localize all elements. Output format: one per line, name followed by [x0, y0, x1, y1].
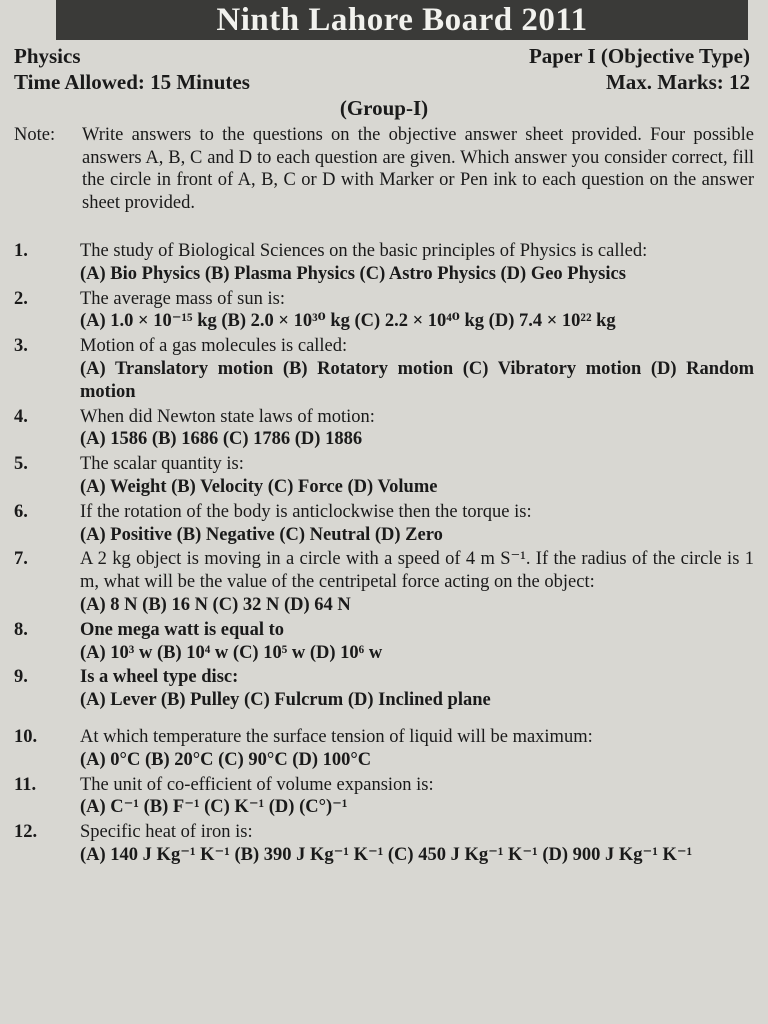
question-text: The unit of co-efficient of volume expansion is:: [80, 774, 434, 795]
answer-options: (A) Weight (B) Velocity (C) Force (D) Volume: [80, 476, 438, 497]
question-text: The average mass of sun is:: [80, 288, 285, 309]
answer-options: (A) Translatory motion (B) Rotatory motion (C) Vibratory motion (D) Random motion: [80, 358, 754, 402]
question-text: At which temperature the surface tension of liquid will be maximum:: [80, 726, 593, 747]
question-number: 2.: [14, 288, 28, 309]
question-number: 11.: [14, 774, 37, 795]
question-text: When did Newton state laws of motion:: [80, 406, 375, 427]
answer-options: (A) 0°C (B) 20°C (C) 90°C (D) 100°C: [80, 749, 372, 770]
time-marks-row: [14, 70, 750, 95]
note-label: Note:: [14, 125, 56, 145]
question-number: 6.: [14, 501, 28, 522]
answer-options: (A) C⁻¹ (B) F⁻¹ (C) K⁻¹ (D) (C°)⁻¹: [80, 797, 348, 818]
question-list: [14, 240, 754, 867]
answer-options: (A) 1.0 × 10⁻¹⁵ kg (B) 2.0 × 10³⁰ kg (C) 2.2 × 10⁴⁰ kg (D) 7.4 × 10²² kg: [80, 311, 616, 332]
question-item: [14, 548, 754, 616]
question-item: [14, 774, 754, 820]
instructions-note: [14, 124, 754, 214]
subject-label: Physics: [14, 44, 81, 68]
question-text: Motion of a gas molecules is called:: [80, 336, 348, 357]
answer-options: (A) Bio Physics (B) Plasma Physics (C) Astro Physics (D) Geo Physics: [80, 263, 626, 284]
question-item: [14, 726, 754, 772]
note-text: Write answers to the questions on the objective answer sheet provided. Four possible answers A, B, C and D to each question are given. Which answer you consider correct, fill the circle in front of A, B, C or D with Marker or Pen ink to each question on the answer sheet provided.: [82, 125, 754, 213]
answer-options: (A) Lever (B) Pulley (C) Fulcrum (D) Inclined plane: [80, 690, 491, 711]
page-title: Ninth Lahore Board 2011: [216, 1, 588, 38]
time-allowed-label: Time Allowed: 15 Minutes: [14, 70, 250, 94]
question-number: 9.: [14, 667, 28, 688]
question-number: 7.: [14, 549, 28, 570]
answer-options: (A) 10³ w (B) 10⁴ w (C) 10⁵ w (D) 10⁶ w: [80, 642, 383, 663]
question-text: Is a wheel type disc:: [80, 667, 239, 688]
question-text: The scalar quantity is:: [80, 454, 244, 475]
question-item: [14, 501, 754, 547]
max-marks-label: Max. Marks: 12: [605, 70, 750, 94]
question-item: [14, 453, 754, 499]
group-label: (Group-I): [339, 96, 429, 120]
question-item: [14, 619, 754, 665]
question-text: If the rotation of the body is anticlockwise then the torque is:: [80, 501, 532, 522]
answer-options: (A) Positive (B) Negative (C) Neutral (D) Zero: [80, 524, 443, 545]
question-number: 8.: [14, 619, 28, 640]
answer-options: (A) 8 N (B) 16 N (C) 32 N (D) 64 N: [80, 594, 351, 615]
answer-options: (A) 140 J Kg⁻¹ K⁻¹ (B) 390 J Kg⁻¹ K⁻¹ (C) 450 J Kg⁻¹ K⁻¹ (D) 900 J Kg⁻¹ K⁻¹: [80, 844, 693, 865]
question-item: [14, 406, 754, 452]
question-number: 4.: [14, 406, 28, 427]
question-text: One mega watt is equal to: [80, 619, 284, 640]
question-item: [14, 821, 754, 867]
question-text: The study of Biological Sciences on the basic principles of Physics is called:: [80, 241, 648, 261]
question-item: [14, 288, 754, 334]
question-number: 1.: [14, 241, 28, 261]
answer-options: (A) 1586 (B) 1686 (C) 1786 (D) 1886: [80, 429, 363, 450]
page-title-banner: [56, 0, 748, 40]
question-number: 10.: [14, 726, 38, 747]
question-item: [14, 335, 754, 403]
question-number: 5.: [14, 454, 28, 475]
question-item: [14, 666, 754, 712]
question-text: Specific heat of iron is:: [80, 822, 253, 843]
paper-info-row: [14, 44, 750, 69]
question-item: [14, 240, 754, 286]
paper-type-label: Paper I (Objective Type): [528, 44, 750, 68]
question-number: 12.: [14, 822, 38, 843]
question-text: A 2 kg object is moving in a circle with a speed of 4 m S⁻¹. If the radius of the circle is 1 m, what will be the value of the centripetal force acting on the object:: [80, 549, 754, 593]
question-number: 3.: [14, 336, 28, 357]
